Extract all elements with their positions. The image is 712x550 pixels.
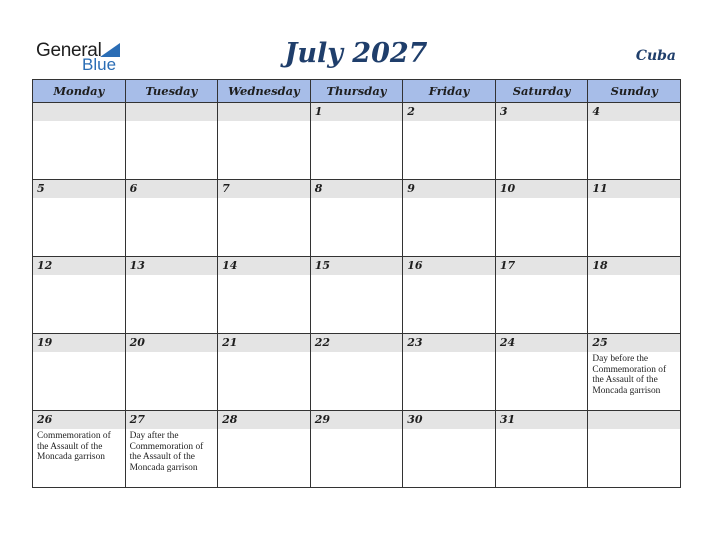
day-number: 25 <box>588 334 680 352</box>
day-cell <box>218 180 311 257</box>
day-number <box>33 103 125 121</box>
country-label: Cuba <box>635 48 676 64</box>
day-cell <box>218 411 311 488</box>
day-cell <box>310 334 403 411</box>
day-cell <box>495 257 588 334</box>
day-cell <box>218 334 311 411</box>
day-cell <box>125 103 218 180</box>
day-number: 7 <box>218 180 310 198</box>
weekday-header: Friday <box>403 80 496 103</box>
day-cell <box>403 411 496 488</box>
day-cell <box>310 411 403 488</box>
day-number: 30 <box>403 411 495 429</box>
holiday-note: Commemoration of the Assault of the Moncada garrison <box>37 431 111 463</box>
day-cell <box>33 180 126 257</box>
holiday-note: Day after the Commemoration of the Assault of the Moncada garrison <box>129 431 204 473</box>
day-cell <box>588 180 681 257</box>
day-number: 2 <box>403 103 495 121</box>
day-cell <box>495 103 588 180</box>
logo-text-blue: Blue <box>82 55 117 74</box>
weekday-header: Thursday <box>310 80 403 103</box>
day-cell <box>218 257 311 334</box>
weekday-header: Tuesday <box>125 80 218 103</box>
day-number: 24 <box>496 334 588 352</box>
day-cell <box>33 103 126 180</box>
weekday-header: Monday <box>33 80 126 103</box>
day-cell <box>310 180 403 257</box>
day-number: 21 <box>218 334 310 352</box>
day-number: 17 <box>496 257 588 275</box>
calendar-grid <box>32 79 681 488</box>
day-number: 18 <box>588 257 680 275</box>
weekday-header: Wednesday <box>218 80 311 103</box>
day-cell <box>125 411 218 488</box>
day-number: 1 <box>311 103 403 121</box>
day-cell <box>588 257 681 334</box>
day-number <box>218 103 310 121</box>
day-number: 16 <box>403 257 495 275</box>
day-number: 14 <box>218 257 310 275</box>
holiday-note: Day before the Commemoration of the Assault of the Moncada garrison <box>592 354 667 396</box>
day-cell <box>310 257 403 334</box>
day-cell <box>403 334 496 411</box>
day-cell <box>125 180 218 257</box>
day-number: 28 <box>218 411 310 429</box>
week-row <box>33 257 681 334</box>
day-cell <box>125 257 218 334</box>
day-number: 29 <box>311 411 403 429</box>
day-cell <box>33 257 126 334</box>
day-number: 6 <box>126 180 218 198</box>
logo-text-general: General <box>36 40 102 61</box>
day-number: 10 <box>496 180 588 198</box>
day-cell <box>33 411 126 488</box>
weekday-header: Sunday <box>588 80 681 103</box>
week-row <box>33 411 681 488</box>
day-cell <box>125 334 218 411</box>
day-number: 20 <box>126 334 218 352</box>
day-number <box>588 411 680 429</box>
day-cell <box>33 334 126 411</box>
day-number: 9 <box>403 180 495 198</box>
day-number <box>126 103 218 121</box>
week-row <box>33 103 681 180</box>
day-cell <box>403 257 496 334</box>
day-number: 26 <box>33 411 125 429</box>
day-cell <box>310 103 403 180</box>
week-row <box>33 334 681 411</box>
day-number: 23 <box>403 334 495 352</box>
day-number: 22 <box>311 334 403 352</box>
day-number: 11 <box>588 180 680 198</box>
day-number: 31 <box>496 411 588 429</box>
week-row <box>33 180 681 257</box>
day-number: 4 <box>588 103 680 121</box>
weekday-header: Saturday <box>495 80 588 103</box>
day-cell <box>403 180 496 257</box>
day-number: 8 <box>311 180 403 198</box>
day-cell <box>495 180 588 257</box>
day-number: 27 <box>126 411 218 429</box>
day-cell <box>403 103 496 180</box>
day-number: 5 <box>33 180 125 198</box>
day-cell <box>588 103 681 180</box>
day-number: 12 <box>33 257 125 275</box>
day-cell <box>588 411 681 488</box>
day-number: 19 <box>33 334 125 352</box>
day-cell <box>495 334 588 411</box>
day-number: 13 <box>126 257 218 275</box>
day-cell <box>218 103 311 180</box>
day-number: 15 <box>311 257 403 275</box>
weekday-header-row <box>33 80 681 103</box>
day-cell <box>588 334 681 411</box>
calendar-title: July 2027 <box>284 38 428 69</box>
day-number: 3 <box>496 103 588 121</box>
day-cell <box>495 411 588 488</box>
